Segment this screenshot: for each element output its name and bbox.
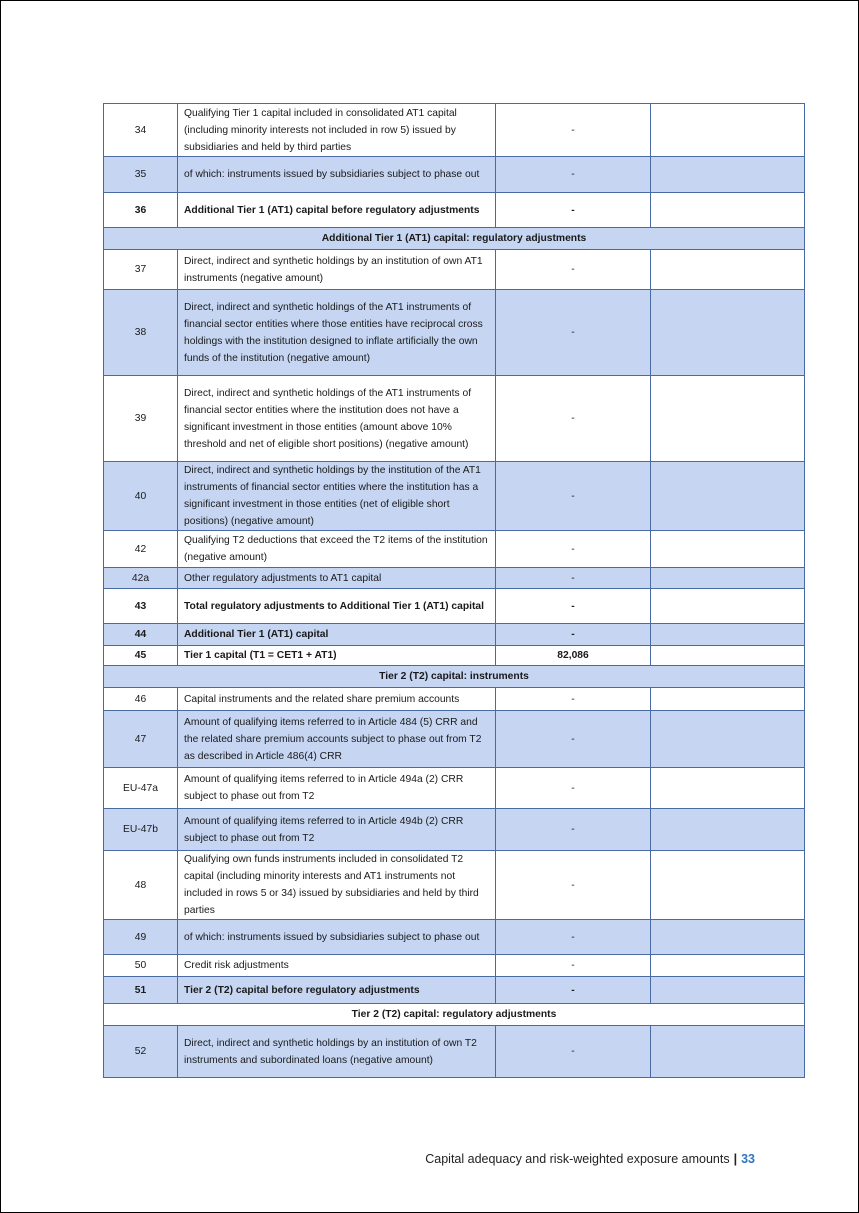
page-number: 33 <box>741 1152 755 1166</box>
row-description: Tier 2 (T2) capital before regulatory adjustments <box>178 977 496 1004</box>
row-value: - <box>496 250 651 290</box>
footer-title: Capital adequacy and risk-weighted exposure amounts <box>425 1152 730 1166</box>
table-row <box>104 688 805 711</box>
section-header: Tier 2 (T2) capital: regulatory adjustments <box>104 1004 805 1026</box>
table-row <box>104 589 805 624</box>
row-extra <box>651 250 805 290</box>
row-number: 49 <box>104 920 178 955</box>
row-extra <box>651 1026 805 1078</box>
row-description: Qualifying T2 deductions that exceed the T2 items of the institution (negative amount) <box>178 531 496 568</box>
row-value: - <box>496 104 651 157</box>
table-row <box>104 376 805 462</box>
row-description: Direct, indirect and synthetic holdings by an institution of own T2 instruments and subordinated loans (negative amount) <box>178 1026 496 1078</box>
row-extra <box>651 809 805 851</box>
table-row <box>104 104 805 157</box>
row-number: 47 <box>104 711 178 768</box>
row-number: 42 <box>104 531 178 568</box>
own-funds-table <box>103 103 805 1078</box>
row-description: Total regulatory adjustments to Additional Tier 1 (AT1) capital <box>178 589 496 624</box>
table-row <box>104 624 805 646</box>
row-description: Other regulatory adjustments to AT1 capital <box>178 568 496 589</box>
section-header-row <box>104 1004 805 1026</box>
row-description: Direct, indirect and synthetic holdings of the AT1 instruments of financial sector entities where those entities have reciprocal cross holdings with the institution designed to inflate artificially the own funds of the institution (negative amount) <box>178 290 496 376</box>
row-description: Qualifying Tier 1 capital included in consolidated AT1 capital (including minority interests not included in row 5) issued by subsidiaries and held by third parties <box>178 104 496 157</box>
row-number: EU-47a <box>104 768 178 809</box>
table-row <box>104 920 805 955</box>
row-description: Amount of qualifying items referred to in Article 494b (2) CRR subject to phase out from T2 <box>178 809 496 851</box>
table-row <box>104 250 805 290</box>
row-description: of which: instruments issued by subsidiaries subject to phase out <box>178 920 496 955</box>
row-value: - <box>496 920 651 955</box>
page-footer <box>425 1152 755 1166</box>
row-extra <box>651 376 805 462</box>
row-number: 37 <box>104 250 178 290</box>
table-row <box>104 851 805 920</box>
row-description: Direct, indirect and synthetic holdings of the AT1 instruments of financial sector entities where the institution does not have a significant investment in those entities (amount above 10% threshold and net of eligible short positions) (negative amount) <box>178 376 496 462</box>
table-row <box>104 531 805 568</box>
row-extra <box>651 646 805 666</box>
footer-separator: | <box>733 1152 738 1166</box>
row-value: - <box>496 977 651 1004</box>
row-value: - <box>496 711 651 768</box>
row-value: - <box>496 688 651 711</box>
row-number: 50 <box>104 955 178 977</box>
row-description: Credit risk adjustments <box>178 955 496 977</box>
row-description: Qualifying own funds instruments included in consolidated T2 capital (including minority interests and AT1 instruments not included in rows 5 or 34) issued by subsidiaries and held by third parties <box>178 851 496 920</box>
row-value: - <box>496 809 651 851</box>
row-value: - <box>496 589 651 624</box>
row-number: 45 <box>104 646 178 666</box>
row-value: - <box>496 157 651 193</box>
table-row <box>104 646 805 666</box>
table-row <box>104 568 805 589</box>
row-extra <box>651 768 805 809</box>
row-extra <box>651 568 805 589</box>
row-number: EU-47b <box>104 809 178 851</box>
table-row <box>104 955 805 977</box>
row-extra <box>651 977 805 1004</box>
row-description: of which: instruments issued by subsidiaries subject to phase out <box>178 157 496 193</box>
row-description: Direct, indirect and synthetic holdings by the institution of the AT1 instruments of financial sector entities where the institution has a significant investment in those entities (net of eligible short positions) (negative amount) <box>178 462 496 531</box>
row-extra <box>651 851 805 920</box>
row-description: Amount of qualifying items referred to in Article 494a (2) CRR subject to phase out from T2 <box>178 768 496 809</box>
row-description: Direct, indirect and synthetic holdings by an institution of own AT1 instruments (negative amount) <box>178 250 496 290</box>
row-extra <box>651 624 805 646</box>
row-extra <box>651 157 805 193</box>
section-header-row <box>104 228 805 250</box>
table-row <box>104 290 805 376</box>
row-description: Tier 1 capital (T1 = CET1 + AT1) <box>178 646 496 666</box>
row-extra <box>651 920 805 955</box>
row-number: 35 <box>104 157 178 193</box>
table-row <box>104 1026 805 1078</box>
row-number: 34 <box>104 104 178 157</box>
row-value: - <box>496 462 651 531</box>
row-extra <box>651 589 805 624</box>
table-row <box>104 157 805 193</box>
row-extra <box>651 193 805 228</box>
section-header: Additional Tier 1 (AT1) capital: regulatory adjustments <box>104 228 805 250</box>
table-row <box>104 462 805 531</box>
row-value: - <box>496 1026 651 1078</box>
row-number: 48 <box>104 851 178 920</box>
row-value: - <box>496 568 651 589</box>
row-value: - <box>496 531 651 568</box>
row-value: - <box>496 376 651 462</box>
section-header-row <box>104 666 805 688</box>
row-value: - <box>496 851 651 920</box>
row-number: 52 <box>104 1026 178 1078</box>
row-extra <box>651 711 805 768</box>
row-value: - <box>496 290 651 376</box>
row-number: 38 <box>104 290 178 376</box>
row-extra <box>651 104 805 157</box>
table-row <box>104 768 805 809</box>
table-row <box>104 809 805 851</box>
table-row <box>104 977 805 1004</box>
row-value: - <box>496 768 651 809</box>
row-extra <box>651 688 805 711</box>
table-row <box>104 193 805 228</box>
section-header: Tier 2 (T2) capital: instruments <box>104 666 805 688</box>
row-number: 36 <box>104 193 178 228</box>
row-extra <box>651 290 805 376</box>
row-extra <box>651 462 805 531</box>
row-number: 43 <box>104 589 178 624</box>
row-value: - <box>496 955 651 977</box>
row-number: 39 <box>104 376 178 462</box>
table-row <box>104 711 805 768</box>
row-number: 51 <box>104 977 178 1004</box>
row-description: Additional Tier 1 (AT1) capital <box>178 624 496 646</box>
row-number: 44 <box>104 624 178 646</box>
row-extra <box>651 955 805 977</box>
row-description: Additional Tier 1 (AT1) capital before regulatory adjustments <box>178 193 496 228</box>
row-description: Amount of qualifying items referred to in Article 484 (5) CRR and the related share premium accounts subject to phase out from T2 as described in Article 486(4) CRR <box>178 711 496 768</box>
row-value: 82,086 <box>496 646 651 666</box>
row-value: - <box>496 624 651 646</box>
row-value: - <box>496 193 651 228</box>
row-number: 46 <box>104 688 178 711</box>
row-number: 40 <box>104 462 178 531</box>
row-description: Capital instruments and the related share premium accounts <box>178 688 496 711</box>
row-number: 42a <box>104 568 178 589</box>
row-extra <box>651 531 805 568</box>
